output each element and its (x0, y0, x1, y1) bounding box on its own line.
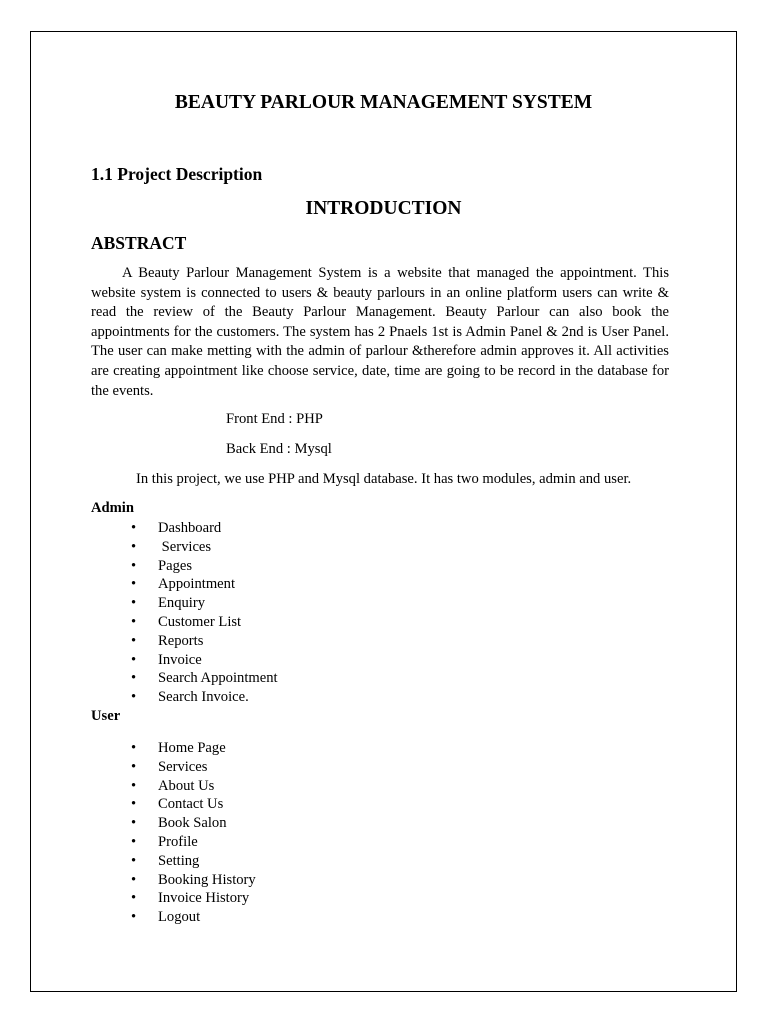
user-item-label: About Us (158, 777, 215, 794)
bullet-glyph: • (131, 651, 137, 668)
bullet-glyph: • (131, 576, 137, 593)
user-heading: User (91, 708, 121, 724)
bullet-glyph: • (131, 670, 137, 687)
user-item-label: Services (158, 758, 208, 775)
project-summary: In this project, we use PHP and Mysql database. It has two modules, admin and user. (136, 471, 632, 487)
admin-item-label: Invoice (158, 651, 202, 668)
section-heading: 1.1 Project Description (91, 164, 263, 184)
bullet-glyph: • (131, 890, 137, 907)
user-item-label: Profile (158, 833, 198, 850)
admin-item-label: Pages (158, 557, 193, 574)
admin-item-label: Dashboard (158, 520, 222, 536)
admin-item-label: Reports (158, 632, 204, 649)
bullet-glyph: • (131, 595, 137, 612)
bullet-glyph: • (131, 833, 137, 850)
abstract-paragraph: A Beauty Parlour Management System is a website that managed the appointment. This website system is connected to users & beauty parlours in an online platform users can write & read the review of the Beauty Parlour Management. Beauty Parlour can also book the appointments for the customers. The system has 2 Pnaels 1st is Admin Panel & 2nd is User Panel. The user can make metting with the admin of parlour &therefore admin approves it. All activities are creating appointment like choose service, date, time are going to be record in the database for the events. (91, 265, 669, 399)
bullet-glyph: • (131, 871, 137, 888)
bullet-glyph: • (131, 557, 137, 574)
bullet-glyph: • (131, 852, 137, 869)
bullet-glyph: • (131, 909, 137, 926)
document-title: BEAUTY PARLOUR MANAGEMENT SYSTEM (174, 92, 593, 113)
bullet-glyph: • (131, 538, 137, 555)
user-item-label: Booking History (158, 871, 256, 888)
bullet-glyph: • (131, 796, 137, 813)
user-item-label: Home Page (158, 740, 226, 756)
user-item-label: Setting (158, 852, 200, 869)
admin-item-label: Customer List (158, 613, 242, 630)
user-item-label: Invoice History (158, 890, 250, 907)
bullet-glyph: • (131, 632, 137, 649)
bullet-glyph: • (131, 740, 137, 756)
front-end-line: Front End : PHP (226, 411, 323, 427)
admin-item-label: Services (158, 538, 212, 555)
abstract-heading: ABSTRACT (91, 233, 187, 253)
user-item-label: Contact Us (158, 796, 224, 813)
bullet-glyph: • (131, 777, 137, 794)
user-item-label: Book Salon (158, 815, 227, 832)
bullet-glyph: • (131, 613, 137, 630)
bullet-glyph: • (131, 758, 137, 775)
bullet-glyph: • (131, 815, 137, 832)
admin-item-label: Search Invoice. (158, 689, 249, 706)
bullet-glyph: • (131, 520, 137, 536)
introduction-heading: INTRODUCTION (305, 198, 462, 219)
admin-item-label: Appointment (158, 576, 236, 593)
back-end-line: Back End : Mysql (226, 441, 332, 457)
bullet-glyph: • (131, 689, 137, 706)
user-item-label: Logout (158, 909, 201, 926)
admin-heading: Admin (91, 500, 134, 516)
admin-item-label: Enquiry (158, 595, 206, 612)
admin-item-label: Search Appointment (158, 670, 278, 687)
